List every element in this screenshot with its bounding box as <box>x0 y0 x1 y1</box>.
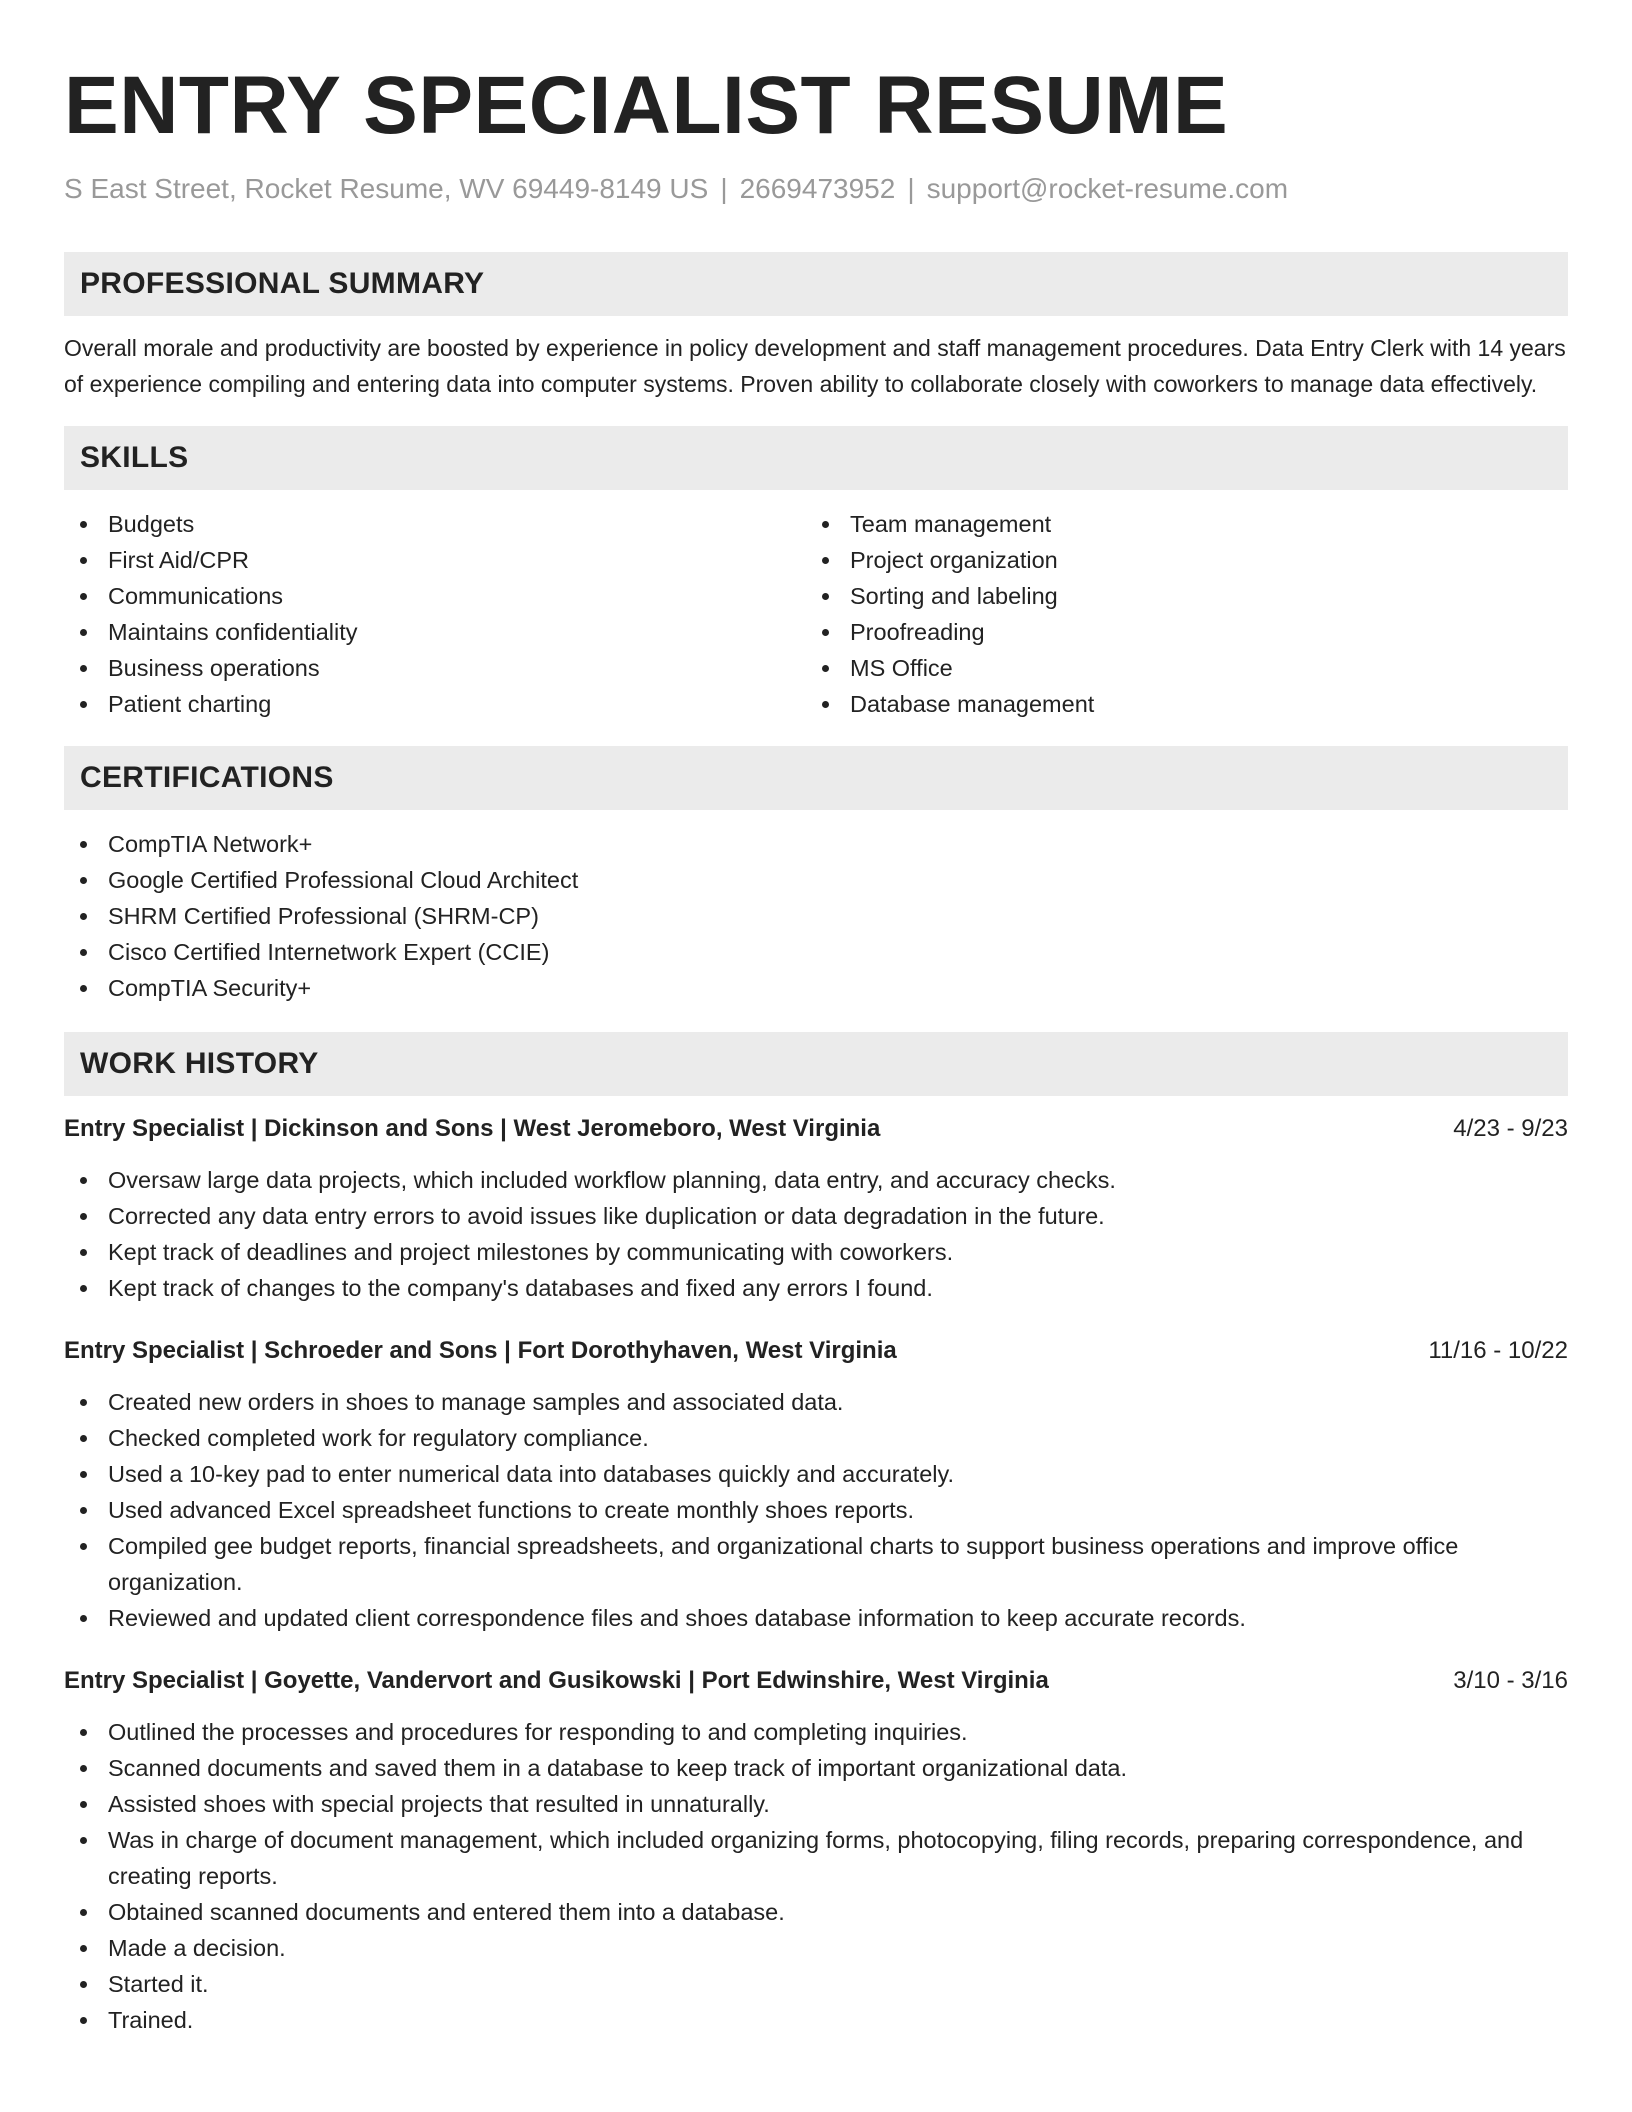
certifications-list <box>64 826 1568 1006</box>
summary-heading: PROFESSIONAL SUMMARY <box>80 267 485 300</box>
resume-page <box>64 0 1568 2038</box>
job-entry <box>64 1112 1568 1306</box>
certification-item: SHRM Certified Professional (SHRM-CP) <box>64 898 1568 934</box>
job-header <box>64 1334 1568 1368</box>
job-bullet: Trained. <box>64 2002 1568 2038</box>
job-bullet: Oversaw large data projects, which included workflow planning, data entry, and accuracy checks. <box>64 1162 1568 1198</box>
job-bullet: Started it. <box>64 1966 1568 2002</box>
contact-line <box>64 172 1568 206</box>
job-bullet: Used advanced Excel spreadsheet functions to create monthly shoes reports. <box>64 1492 1568 1528</box>
certification-item: CompTIA Network+ <box>64 826 1568 862</box>
skill-item: Sorting and labeling <box>806 578 1548 614</box>
job-dates: 3/10 - 3/16 <box>1453 1667 1568 1694</box>
job-bullet: Assisted shoes with special projects that resulted in unnaturally. <box>64 1786 1568 1822</box>
skill-item: Proofreading <box>806 614 1548 650</box>
skills-list-left <box>64 506 806 722</box>
skills-column-left <box>64 506 806 722</box>
skills-column-right <box>806 506 1548 722</box>
job-bullet: Reviewed and updated client correspondence files and shoes database information to keep accurate records. <box>64 1600 1568 1636</box>
job-bullet: Was in charge of document management, which included organizing forms, photocopying, filing records, preparing correspondence, and creating reports. <box>64 1822 1568 1894</box>
job-bullet: Scanned documents and saved them in a database to keep track of important organizational data. <box>64 1750 1568 1786</box>
skill-item: Team management <box>806 506 1548 542</box>
work-history <box>64 1112 1568 2038</box>
job-title: Entry Specialist | Dickinson and Sons | West Jeromeboro, West Virginia <box>64 1115 881 1142</box>
skills-section-bar <box>64 426 1568 490</box>
contact-address: S East Street, Rocket Resume, WV 69449-8149 US <box>64 173 709 204</box>
job-bullet: Obtained scanned documents and entered them into a database. <box>64 1894 1568 1930</box>
skill-item: Database management <box>806 686 1548 722</box>
skills-heading: SKILLS <box>80 441 189 474</box>
resume-title: ENTRY SPECIALIST RESUME <box>64 60 1229 151</box>
job-bullet: Outlined the processes and procedures for responding to and completing inquiries. <box>64 1714 1568 1750</box>
skill-item: First Aid/CPR <box>64 542 806 578</box>
certifications-section-bar <box>64 746 1568 810</box>
job-bullet: Kept track of changes to the company's databases and fixed any errors I found. <box>64 1270 1568 1306</box>
job-bullet: Used a 10-key pad to enter numerical data into databases quickly and accurately. <box>64 1456 1568 1492</box>
job-bullets <box>64 1162 1568 1306</box>
contact-separator: | <box>907 173 915 204</box>
contact-email: support@rocket-resume.com <box>926 173 1289 204</box>
job-bullet: Kept track of deadlines and project milestones by communicating with coworkers. <box>64 1234 1568 1270</box>
job-title: Entry Specialist | Goyette, Vandervort and Gusikowski | Port Edwinshire, West Virginia <box>64 1667 1049 1694</box>
work-section-bar <box>64 1032 1568 1096</box>
skills-grid <box>64 506 1568 722</box>
job-bullet: Created new orders in shoes to manage samples and associated data. <box>64 1384 1568 1420</box>
job-bullet: Checked completed work for regulatory compliance. <box>64 1420 1568 1456</box>
job-bullet: Compiled gee budget reports, financial spreadsheets, and organizational charts to support business operations and improve office organization. <box>64 1528 1568 1600</box>
certification-item: Google Certified Professional Cloud Architect <box>64 862 1568 898</box>
skills-list-right <box>806 506 1548 722</box>
job-bullet: Corrected any data entry errors to avoid issues like duplication or data degradation in the future. <box>64 1198 1568 1234</box>
job-entry <box>64 1664 1568 2038</box>
summary-text: Overall morale and productivity are boosted by experience in policy development and staff management procedures. Data Entry Clerk with 14 years of experience compiling and entering data into computer systems. Proven ability to collaborate closely with coworkers to manage data effectively. <box>64 335 1566 397</box>
job-dates: 4/23 - 9/23 <box>1453 1115 1568 1142</box>
skill-item: Communications <box>64 578 806 614</box>
job-header <box>64 1112 1568 1146</box>
job-entry <box>64 1334 1568 1636</box>
contact-phone: 2669473952 <box>739 173 896 204</box>
skill-item: Maintains confidentiality <box>64 614 806 650</box>
contact-separator: | <box>720 173 728 204</box>
job-title: Entry Specialist | Schroeder and Sons | Fort Dorothyhaven, West Virginia <box>64 1337 897 1364</box>
skill-item: Business operations <box>64 650 806 686</box>
job-header <box>64 1664 1568 1698</box>
summary-section-bar <box>64 252 1568 316</box>
skill-item: MS Office <box>806 650 1548 686</box>
certifications-heading: CERTIFICATIONS <box>80 761 334 794</box>
skill-item: Budgets <box>64 506 806 542</box>
certification-item: Cisco Certified Internetwork Expert (CCIE) <box>64 934 1568 970</box>
job-bullets <box>64 1714 1568 2038</box>
job-bullets <box>64 1384 1568 1636</box>
certification-item: CompTIA Security+ <box>64 970 1568 1006</box>
skill-item: Project organization <box>806 542 1548 578</box>
job-dates: 11/16 - 10/22 <box>1428 1337 1568 1364</box>
skill-item: Patient charting <box>64 686 806 722</box>
work-heading: WORK HISTORY <box>80 1047 319 1080</box>
job-bullet: Made a decision. <box>64 1930 1568 1966</box>
